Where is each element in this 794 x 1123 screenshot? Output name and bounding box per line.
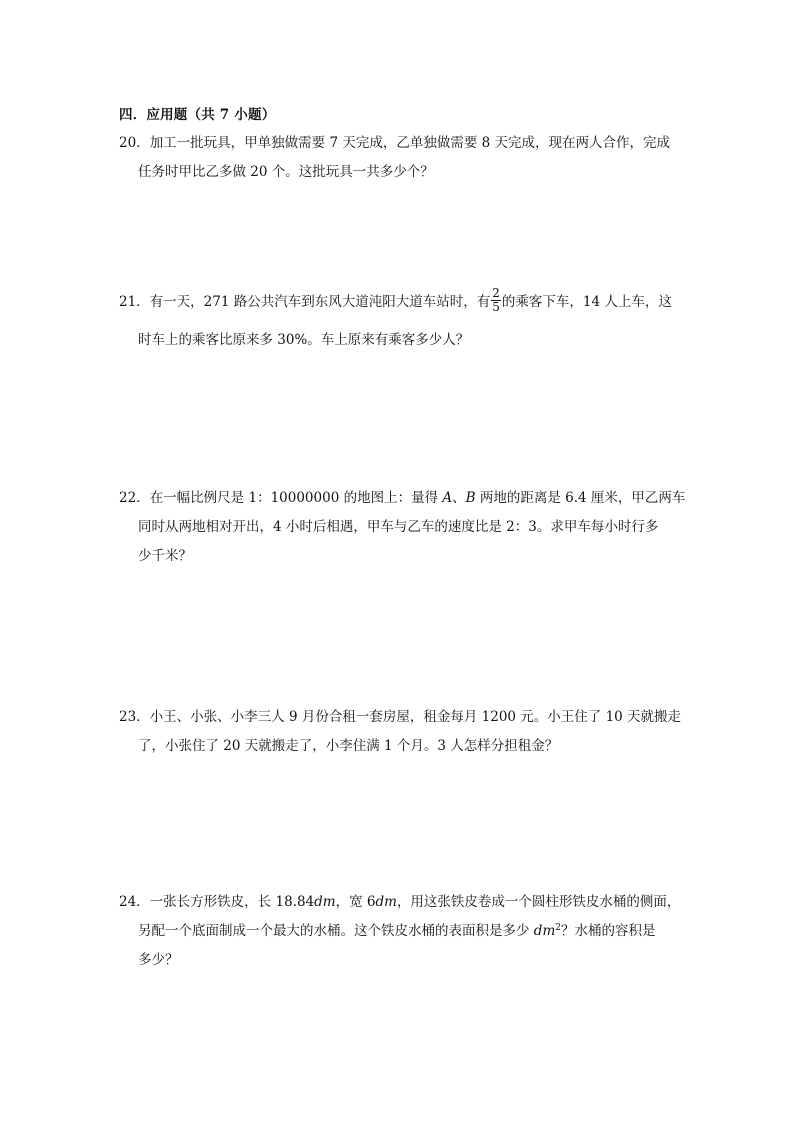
question-24-line-2 (119, 917, 679, 946)
question-text: 小王、小张、小李三人 9 月份合租一套房屋，租金每月 1200 元。小王住了 10 天就搬走 (149, 709, 682, 725)
question-21 (119, 288, 679, 355)
question-22-line-3: 少千米？ (138, 548, 192, 564)
fraction (491, 287, 501, 314)
question-number: 21． (119, 294, 150, 310)
unit-dm: dm (533, 923, 556, 939)
question-text: ，用这张铁皮卷成一个圆柱形铁皮水桶的侧面， (396, 894, 681, 910)
question-21-line-2: 时车上的乘客比原来多 30%。车上原来有乘客多少人？ (138, 332, 470, 348)
question-24 (119, 888, 679, 975)
question-20-line-1 (119, 129, 679, 158)
question-text: 的乘客下车，14 人上车，这 (501, 294, 672, 310)
fraction-numerator: 2 (492, 286, 500, 300)
point-b: B (465, 490, 476, 506)
point-a: A (442, 490, 453, 506)
question-text: 一张长方形铁皮，长 18.84 (149, 894, 315, 910)
question-text: 有一天，271 路公共汽车到东风大道沌阳大道车站时，有 (149, 294, 491, 310)
question-text: 在一幅比例尺是 1：10000000 的地图上：量得 (149, 490, 443, 506)
question-number: 20． (119, 135, 150, 151)
question-text: 加工一批玩具，甲单独做需要 7 天完成，乙单独做需要 8 天完成，现在两人合作，完成 (149, 135, 671, 151)
unit-dm: dm (375, 894, 397, 910)
question-number: 23． (119, 709, 150, 725)
fraction-denominator: 5 (492, 300, 500, 314)
question-21-line-1 (119, 288, 679, 317)
question-23-line-1 (119, 703, 682, 732)
question-23-line-2: 了，小张住了 20 天就搬走了，小李住满 1 个月。3 人怎样分担租金？ (138, 738, 559, 754)
question-20-line-2: 任务时甲比乙多做 20 个。这批玩具一共多少个？ (138, 164, 434, 180)
question-text: 另配一个底面制成一个最大的水桶。这个铁皮水桶的表面积是多少 (138, 923, 534, 939)
separator: 、 (452, 490, 466, 506)
question-number: 22． (119, 490, 150, 506)
section-title: 四．应用题（共 7 小题） (119, 107, 276, 123)
question-22-line-2: 同时从两地相对开出，4 小时后相遇，甲车与乙车的速度比是 2：3。求甲车每小时行多 (138, 519, 659, 535)
question-number: 24． (119, 894, 150, 910)
question-22-line-1 (119, 484, 686, 513)
question-22 (119, 484, 686, 571)
question-23 (119, 703, 682, 761)
question-20 (119, 129, 679, 187)
question-text: 两地的距离是 6.4 厘米，甲乙两车 (475, 490, 686, 506)
question-24-line-3: 多少？ (138, 952, 179, 968)
question-text: ？水桶的容积是 (560, 923, 656, 939)
question-24-line-1 (119, 888, 679, 917)
question-text: ，宽 6 (335, 894, 376, 910)
exponent: 2 (555, 923, 561, 933)
unit-dm: dm (314, 894, 336, 910)
